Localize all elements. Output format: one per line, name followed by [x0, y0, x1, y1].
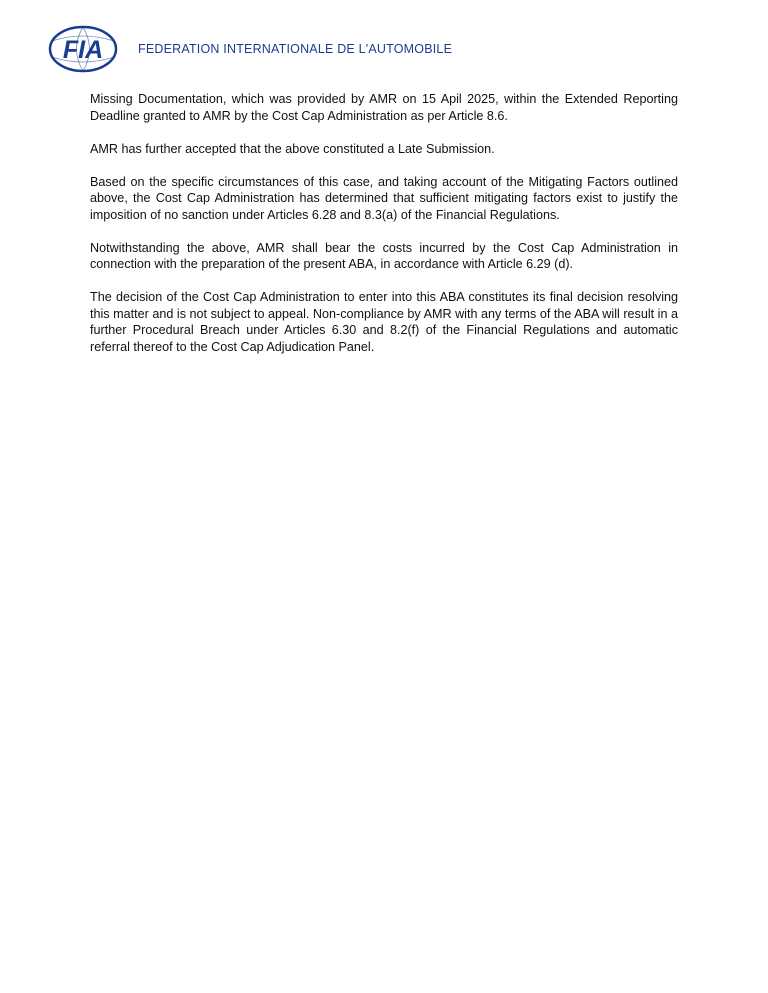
paragraph-missing-documentation: Missing Documentation, which was provided by AMR on 15 Apil 2025, within the Extended Reporting Deadline granted to AMR by the Cost Cap Administration as per Article 8.6.	[90, 92, 678, 123]
paragraph-final-decision: The decision of the Cost Cap Administration to enter into this ABA constitutes its final decision resolving this matter and is not subject to appeal. Non-compliance by AMR with any terms of the ABA will result in a further Procedural Breach under Articles 6.30 and 8.2(f) of the Financial Regulations and automatic referral thereof to the Cost Cap Adjudication Panel.	[90, 290, 678, 354]
organization-name: FEDERATION INTERNATIONALE DE L'AUTOMOBILE	[138, 42, 453, 56]
document-body	[90, 91, 678, 372]
fia-logo	[48, 25, 118, 73]
paragraph-costs: Notwithstanding the above, AMR shall bear the costs incurred by the Cost Cap Administration in connection with the preparation of the present ABA, in accordance with Article 6.29 (d).	[90, 240, 678, 271]
paragraph-mitigating-factors: Based on the specific circumstances of this case, and taking account of the Mitigating Factors outlined above, the Cost Cap Administration has determined that sufficient mitigating factors exist to justify the imposition of no sanction under Articles 6.28 and 8.3(a) of the Financial Regulations.	[90, 174, 678, 222]
logo-text: FIA	[62, 36, 104, 64]
page-header	[48, 25, 452, 73]
paragraph-late-submission: AMR has further accepted that the above constituted a Late Submission.	[90, 141, 495, 156]
